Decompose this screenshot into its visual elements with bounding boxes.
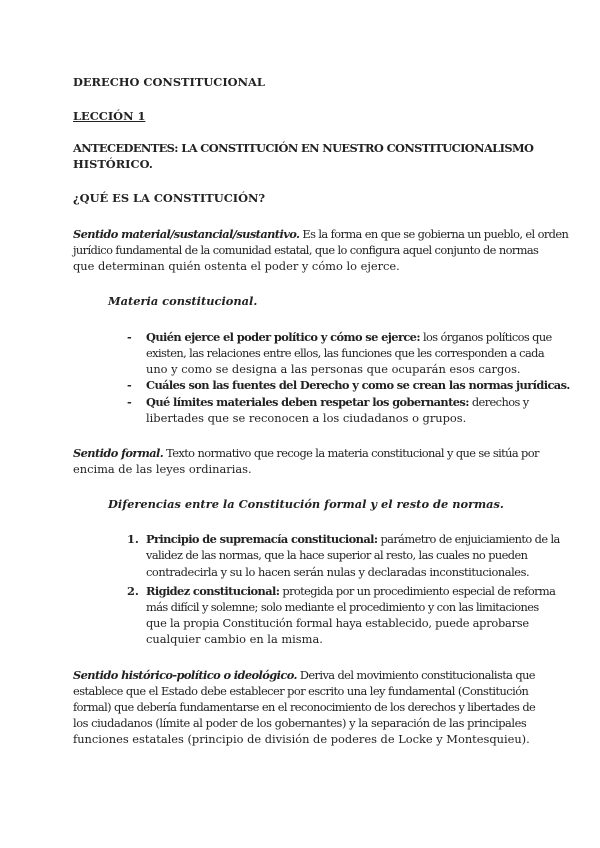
question-heading: ¿QUÉ ES LA CONSTITUCIÓN? [73, 191, 266, 205]
materia-constitucional-subheading: Materia constitucional. [108, 294, 258, 308]
list-number-1: 1. [127, 532, 139, 546]
bullet-1-line3: uno y como se designa a las personas que ocuparán esos cargos. [146, 362, 521, 376]
item-1-line3: contradecirla y su lo hacen serán nulas y declaradas inconstitucionales. [146, 565, 530, 579]
bullet-dash: - [127, 378, 132, 392]
historico-paragraph-line2: establece que el Estado debe establecer por escrito una ley fundamental (Constitución [73, 684, 529, 698]
material-term: Sentido material/sustancial/sustantivo. [73, 227, 300, 241]
lesson-heading: LECCIÓN 1 [73, 109, 146, 123]
formal-paragraph-line2: encima de las leyes ordinarias. [73, 462, 252, 476]
historico-paragraph-line3: formal) que debería fundamentarse en el reconocimiento de los derechos y libertades de [73, 700, 536, 714]
item-1-line2: validez de las normas, que la hace superior al resto, las cuales no pueden [146, 548, 528, 562]
bullet-1-line2: existen, las relaciones entre ellos, las funciones que les corresponden a cada [146, 346, 545, 360]
bullet-3-line2: libertades que se reconocen a los ciudadanos o grupos. [146, 411, 467, 425]
formal-paragraph-line1: Sentido formal. Texto normativo que recoge la materia constitucional y que se sitúa por [73, 446, 539, 460]
material-paragraph-line3: que determinan quién ostenta el poder y cómo lo ejerce. [73, 259, 400, 273]
material-paragraph-line2: jurídico fundamental de la comunidad estatal, que lo configura aquel conjunto de normas [73, 243, 539, 257]
list-number-2: 2. [127, 584, 139, 598]
item-2-line1: Rigidez constitucional: protegida por un procedimiento especial de reforma [146, 584, 556, 598]
bullet-2-line1: Cuáles son las fuentes del Derecho y como se crean las normas jurídicas. [146, 378, 570, 392]
item-2-line3: que la propia Constitución formal haya establecido, puede aprobarse [146, 616, 529, 630]
antecedentes-heading-line2: HISTÓRICO. [73, 157, 153, 171]
historico-paragraph-line5: funciones estatales (principio de división de poderes de Locke y Montesquieu). [73, 732, 530, 746]
document-title: DERECHO CONSTITUCIONAL [73, 75, 265, 89]
bullet-dash: - [127, 395, 132, 409]
item-2-line2: más difícil y solemne; solo mediante el procedimiento y con las limitaciones [146, 600, 539, 614]
historico-paragraph-line1: Sentido histórico-político o ideológico. Deriva del movimiento constitucionalista que [73, 668, 535, 682]
bullet-1-line1: Quién ejerce el poder político y cómo se ejerce: los órganos políticos que [146, 330, 552, 344]
bullet-3-line1: Qué límites materiales deben respetar los gobernantes: derechos y [146, 395, 529, 409]
material-paragraph-line1: Sentido material/sustancial/sustantivo. Es la forma en que se gobierna un pueblo, el orden [73, 227, 569, 241]
bullet-dash: - [127, 330, 132, 344]
item-1-line1: Principio de supremacía constitucional: parámetro de enjuiciamiento de la [146, 532, 560, 546]
historico-paragraph-line4: los ciudadanos (límite al poder de los gobernantes) y la separación de las principales [73, 716, 527, 730]
diferencias-subheading: Diferencias entre la Constitución formal y el resto de normas. [108, 497, 504, 511]
formal-term: Sentido formal. [73, 446, 164, 460]
item-2-line4: cualquier cambio en la misma. [146, 632, 323, 646]
historico-term: Sentido histórico-político o ideológico. [73, 668, 297, 682]
antecedentes-heading-line1: ANTECEDENTES: LA CONSTITUCIÓN EN NUESTRO CONSTITUCIONALISMO [73, 141, 534, 155]
